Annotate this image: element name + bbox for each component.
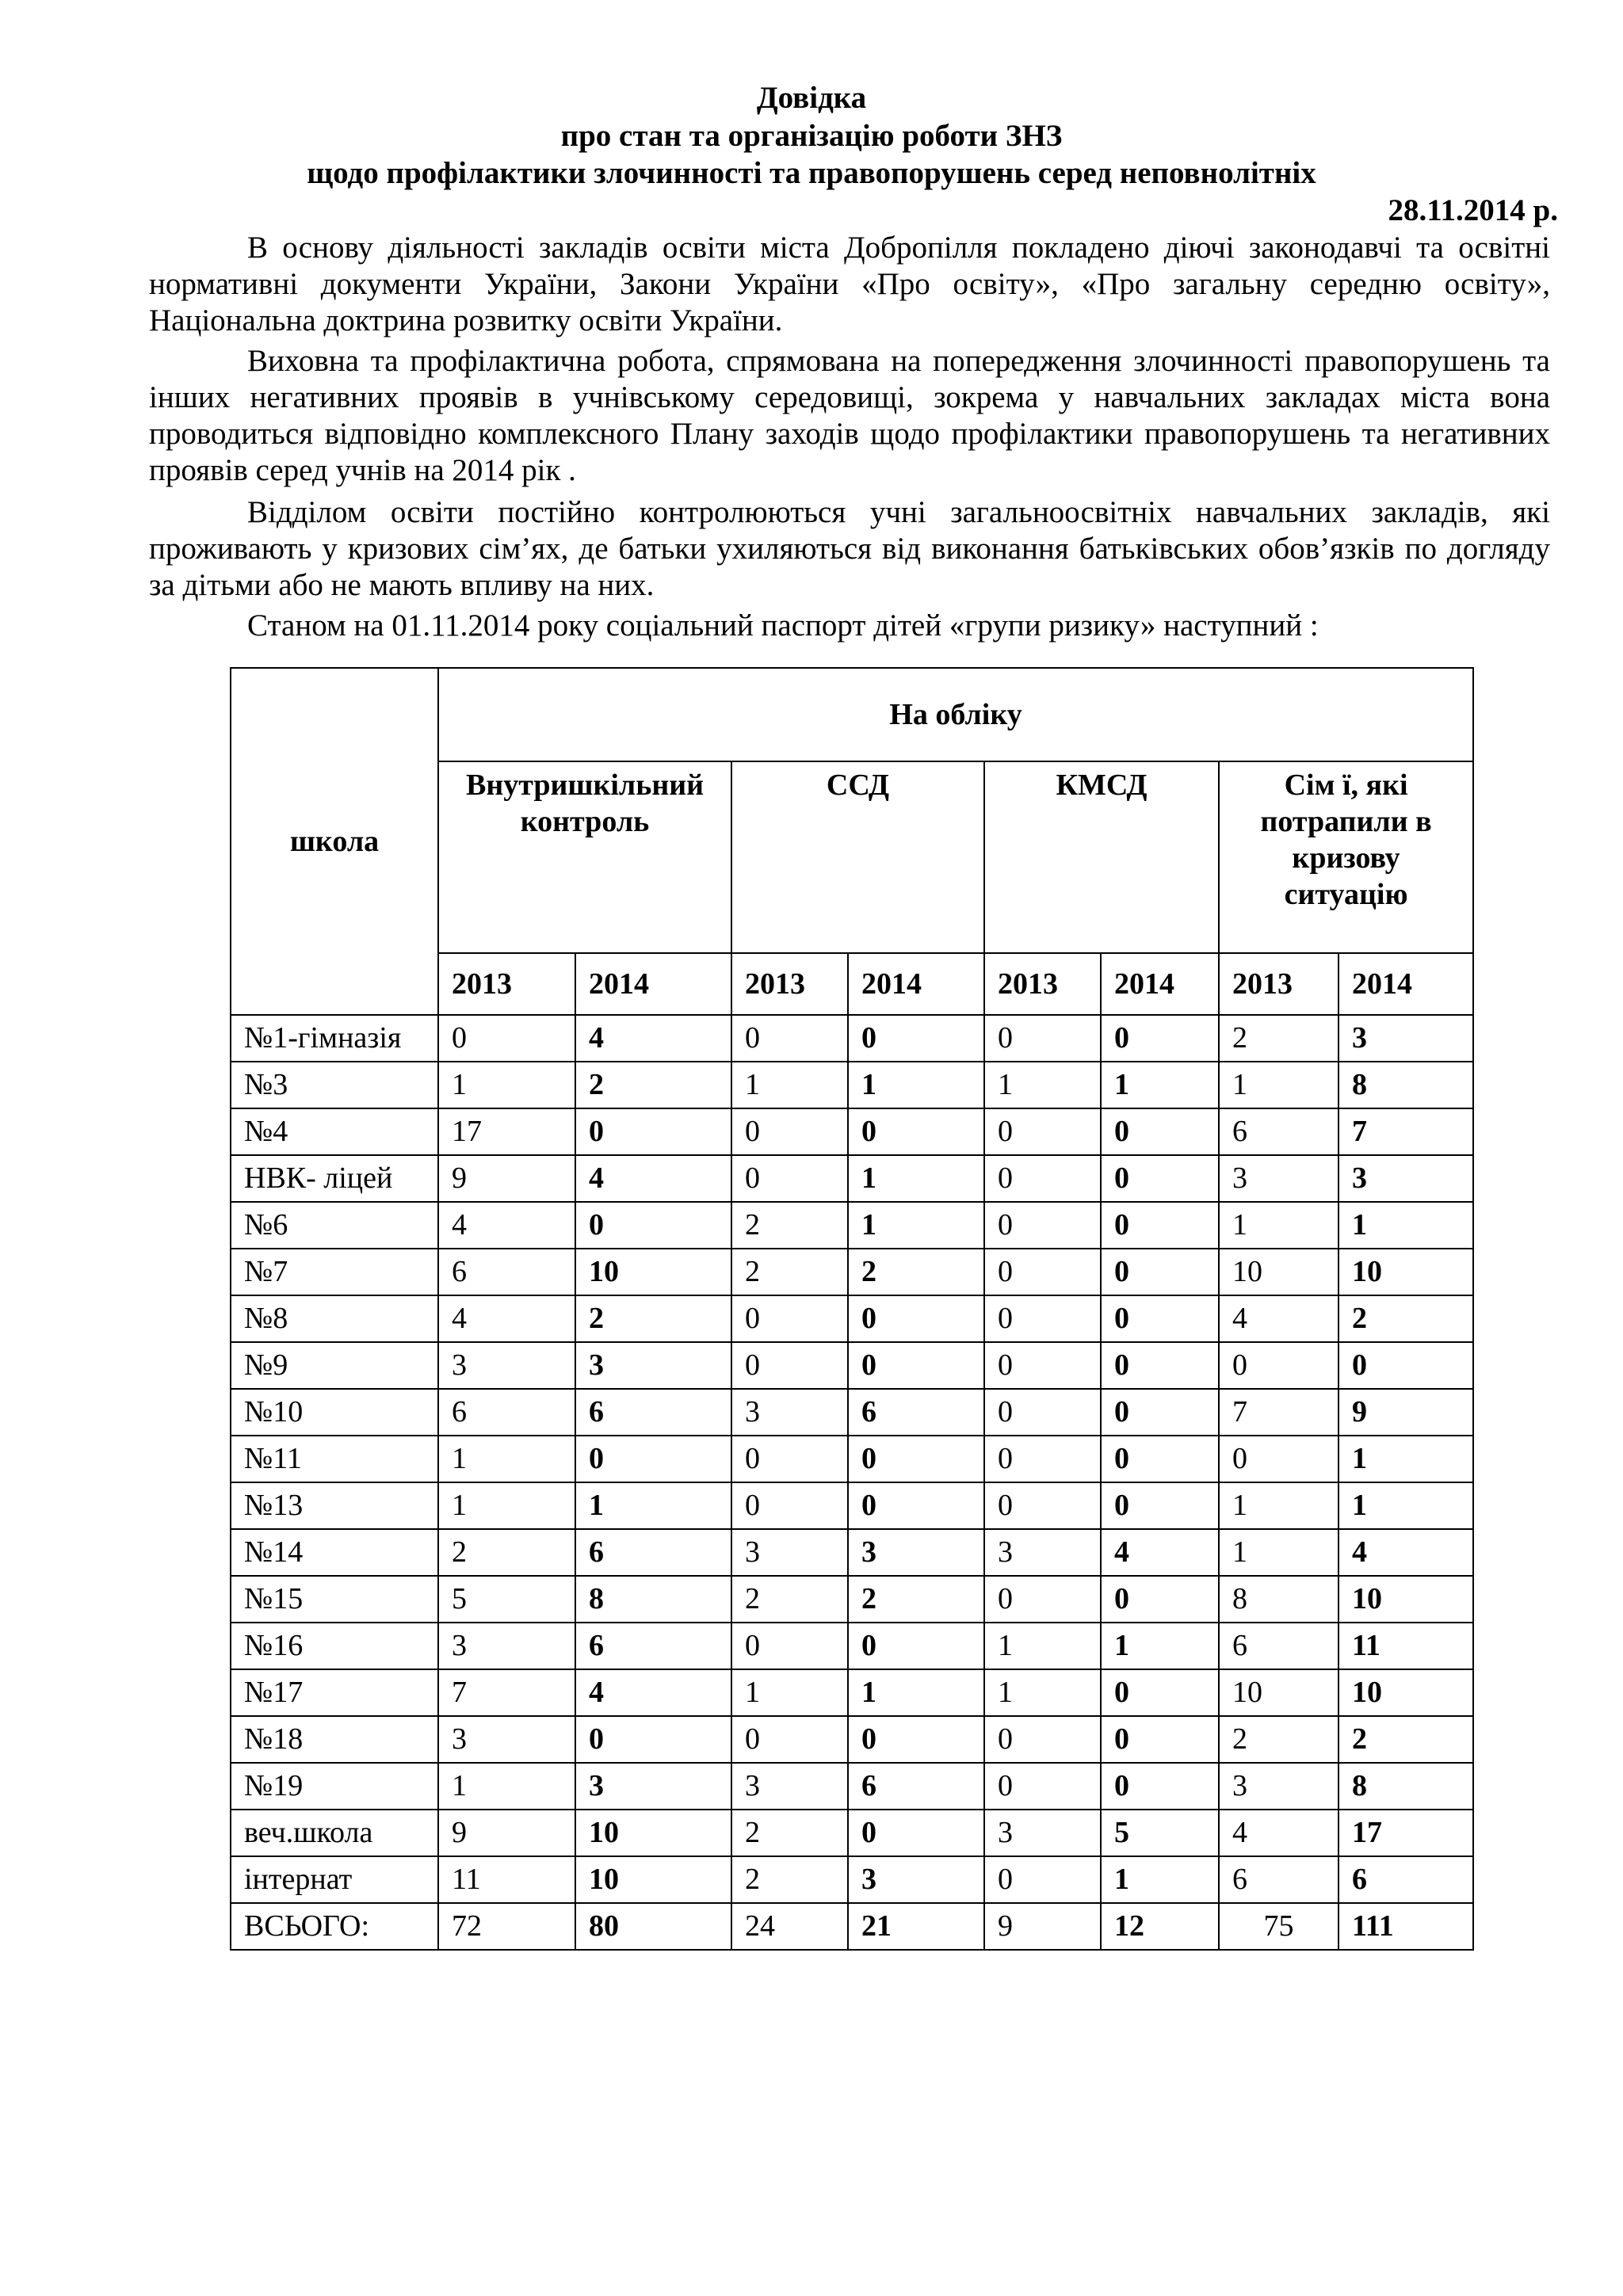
table-cell: 1 bbox=[1219, 1482, 1338, 1529]
school-name: №4 bbox=[231, 1108, 438, 1155]
table-row bbox=[231, 1903, 1473, 1950]
table-cell: 0 bbox=[731, 1482, 848, 1529]
table-cell: 0 bbox=[1101, 1389, 1219, 1436]
table-cell: 0 bbox=[984, 1202, 1101, 1249]
table-cell: 3 bbox=[731, 1529, 848, 1576]
table-cell: 1 bbox=[731, 1062, 848, 1108]
school-name: №14 bbox=[231, 1529, 438, 1576]
table-cell: 1 bbox=[438, 1062, 575, 1108]
table-cell: 72 bbox=[438, 1903, 575, 1950]
table-cell: 10 bbox=[1219, 1249, 1338, 1295]
header-year: 2014 bbox=[1101, 953, 1219, 1015]
table-cell: 8 bbox=[1219, 1576, 1338, 1623]
table-body bbox=[231, 1015, 1473, 1950]
table-cell: 0 bbox=[731, 1342, 848, 1389]
table-cell: 2 bbox=[731, 1810, 848, 1856]
table-cell: 4 bbox=[438, 1202, 575, 1249]
table-cell: 3 bbox=[984, 1529, 1101, 1576]
school-name: інтернат bbox=[231, 1856, 438, 1903]
risk-group-table bbox=[230, 667, 1474, 1951]
table-cell: 0 bbox=[1338, 1342, 1473, 1389]
table-cell: 0 bbox=[1101, 1249, 1219, 1295]
table-row bbox=[231, 1856, 1473, 1903]
table-cell: 1 bbox=[1338, 1436, 1473, 1482]
table-cell: 0 bbox=[1101, 1763, 1219, 1810]
table-cell: 1 bbox=[848, 1062, 984, 1108]
table-cell: 9 bbox=[438, 1810, 575, 1856]
table-cell: 7 bbox=[1219, 1389, 1338, 1436]
table-cell: 5 bbox=[1101, 1810, 1219, 1856]
table-cell: 7 bbox=[438, 1669, 575, 1716]
table-cell: 0 bbox=[438, 1015, 575, 1062]
table-cell: 0 bbox=[984, 1015, 1101, 1062]
school-name: №11 bbox=[231, 1436, 438, 1482]
table-row bbox=[231, 1482, 1473, 1529]
school-name: ВСЬОГО: bbox=[231, 1903, 438, 1950]
table-cell: 24 bbox=[731, 1903, 848, 1950]
table-cell: 6 bbox=[1219, 1108, 1338, 1155]
table-cell: 1 bbox=[1338, 1202, 1473, 1249]
school-name: №6 bbox=[231, 1202, 438, 1249]
table-cell: 0 bbox=[984, 1482, 1101, 1529]
table-cell: 1 bbox=[848, 1202, 984, 1249]
table-row bbox=[231, 1389, 1473, 1436]
table-cell: 0 bbox=[848, 1342, 984, 1389]
table-cell: 0 bbox=[848, 1810, 984, 1856]
table-cell: 0 bbox=[984, 1716, 1101, 1763]
table-cell: 111 bbox=[1338, 1903, 1473, 1950]
table-cell: 1 bbox=[575, 1482, 731, 1529]
paragraph-prevention-work: Виховна та профілактична робота, спрямована на попередження злочинності правопорушень та інших негативних проявів в учнівському середовищі, зокрема у навчальних закладах міста вона проводиться відповідно комплексного Плану заходів щодо профілактики правопорушень та негативних проявів серед учнів на 2014 рік . bbox=[149, 344, 1550, 487]
table-cell: 1 bbox=[1101, 1623, 1219, 1669]
school-name: №13 bbox=[231, 1482, 438, 1529]
school-name: №15 bbox=[231, 1576, 438, 1623]
table-cell: 0 bbox=[1101, 1202, 1219, 1249]
table-cell: 0 bbox=[984, 1342, 1101, 1389]
table-cell: 0 bbox=[1101, 1576, 1219, 1623]
table-cell: 0 bbox=[1101, 1108, 1219, 1155]
table-cell: 1 bbox=[438, 1482, 575, 1529]
table-cell: 10 bbox=[1338, 1249, 1473, 1295]
table-cell: 1 bbox=[438, 1763, 575, 1810]
table-cell: 17 bbox=[438, 1108, 575, 1155]
table-cell: 9 bbox=[984, 1903, 1101, 1950]
table-cell: 0 bbox=[984, 1155, 1101, 1202]
table-cell: 1 bbox=[1219, 1529, 1338, 1576]
school-name: №17 bbox=[231, 1669, 438, 1716]
table-cell: 0 bbox=[1101, 1716, 1219, 1763]
table-cell: 4 bbox=[575, 1669, 731, 1716]
table-cell: 0 bbox=[984, 1763, 1101, 1810]
table-cell: 6 bbox=[575, 1389, 731, 1436]
table-cell: 2 bbox=[848, 1249, 984, 1295]
school-name: №19 bbox=[231, 1763, 438, 1810]
table-cell: 21 bbox=[848, 1903, 984, 1950]
school-name: №8 bbox=[231, 1295, 438, 1342]
table-cell: 0 bbox=[1101, 1669, 1219, 1716]
table-cell: 1 bbox=[438, 1436, 575, 1482]
table-row bbox=[231, 1810, 1473, 1856]
table-cell: 1 bbox=[984, 1669, 1101, 1716]
table-cell: 2 bbox=[731, 1856, 848, 1903]
table-cell: 0 bbox=[1101, 1295, 1219, 1342]
table-cell: 8 bbox=[1338, 1062, 1473, 1108]
school-name: №7 bbox=[231, 1249, 438, 1295]
table-row bbox=[231, 1716, 1473, 1763]
school-name: №16 bbox=[231, 1623, 438, 1669]
school-name: №3 bbox=[231, 1062, 438, 1108]
table-cell: 0 bbox=[1219, 1436, 1338, 1482]
header-year: 2013 bbox=[984, 953, 1101, 1015]
table-cell: 1 bbox=[984, 1623, 1101, 1669]
school-name: №1-гімназія bbox=[231, 1015, 438, 1062]
table-cell: 1 bbox=[1219, 1202, 1338, 1249]
table-cell: 0 bbox=[575, 1716, 731, 1763]
table-cell: 2 bbox=[731, 1576, 848, 1623]
table-cell: 0 bbox=[984, 1108, 1101, 1155]
document-date: 28.11.2014 р. bbox=[1388, 193, 1558, 227]
table-cell: 10 bbox=[1338, 1669, 1473, 1716]
table-cell: 10 bbox=[575, 1856, 731, 1903]
table-cell: 1 bbox=[984, 1062, 1101, 1108]
table-cell: 6 bbox=[438, 1249, 575, 1295]
table-cell: 3 bbox=[1338, 1155, 1473, 1202]
school-name: №9 bbox=[231, 1342, 438, 1389]
header-year: 2013 bbox=[731, 953, 848, 1015]
table-cell: 4 bbox=[1219, 1295, 1338, 1342]
table-row bbox=[231, 1342, 1473, 1389]
table-cell: 0 bbox=[1101, 1342, 1219, 1389]
document-title: Довідка bbox=[756, 81, 867, 115]
school-name: НВК- ліцей bbox=[231, 1155, 438, 1202]
table-cell: 2 bbox=[1219, 1716, 1338, 1763]
table-row bbox=[231, 1763, 1473, 1810]
header-year: 2014 bbox=[848, 953, 984, 1015]
table-cell: 3 bbox=[575, 1342, 731, 1389]
table-cell: 0 bbox=[848, 1482, 984, 1529]
table-cell: 0 bbox=[575, 1202, 731, 1249]
table-cell: 4 bbox=[1338, 1529, 1473, 1576]
table-cell: 4 bbox=[1101, 1529, 1219, 1576]
table-row bbox=[231, 1436, 1473, 1482]
table-cell: 6 bbox=[1219, 1856, 1338, 1903]
table-cell: 1 bbox=[1219, 1062, 1338, 1108]
table-cell: 0 bbox=[731, 1015, 848, 1062]
table-cell: 0 bbox=[731, 1716, 848, 1763]
table-cell: 0 bbox=[984, 1295, 1101, 1342]
table-cell: 3 bbox=[438, 1716, 575, 1763]
table-cell: 6 bbox=[848, 1389, 984, 1436]
paragraph-table-intro: Станом на 01.11.2014 року соціальний паспорт дітей «групи ризику» наступний : bbox=[247, 608, 1319, 643]
table-cell: 9 bbox=[438, 1155, 575, 1202]
header-kmsd: КМСД bbox=[984, 761, 1219, 953]
table-cell: 3 bbox=[848, 1529, 984, 1576]
table-cell: 80 bbox=[575, 1903, 731, 1950]
table-cell: 0 bbox=[1101, 1155, 1219, 1202]
header-year: 2014 bbox=[575, 953, 731, 1015]
table-row bbox=[231, 1295, 1473, 1342]
table-cell: 0 bbox=[984, 1436, 1101, 1482]
header-internal-control: Внутришкільний контроль bbox=[438, 761, 731, 953]
table-row bbox=[231, 1623, 1473, 1669]
table-cell: 0 bbox=[1101, 1015, 1219, 1062]
table-cell: 2 bbox=[848, 1576, 984, 1623]
table-cell: 17 bbox=[1338, 1810, 1473, 1856]
table-cell: 4 bbox=[575, 1155, 731, 1202]
table-cell: 0 bbox=[848, 1015, 984, 1062]
table-cell: 6 bbox=[575, 1529, 731, 1576]
table-cell: 3 bbox=[731, 1389, 848, 1436]
school-name: веч.школа bbox=[231, 1810, 438, 1856]
table-cell: 0 bbox=[731, 1108, 848, 1155]
table-cell: 3 bbox=[1338, 1015, 1473, 1062]
school-name: №10 bbox=[231, 1389, 438, 1436]
table-cell: 0 bbox=[731, 1295, 848, 1342]
header-year: 2013 bbox=[438, 953, 575, 1015]
table-row bbox=[231, 1155, 1473, 1202]
table-cell: 10 bbox=[1338, 1576, 1473, 1623]
table-cell: 8 bbox=[1338, 1763, 1473, 1810]
table-cell: 10 bbox=[575, 1249, 731, 1295]
header-ssd: ССД bbox=[731, 761, 984, 953]
table-cell: 10 bbox=[1219, 1669, 1338, 1716]
table-cell: 2 bbox=[575, 1295, 731, 1342]
document-subtitle-line-2: щодо профілактики злочинності та правопорушень серед неповнолітніх bbox=[307, 156, 1316, 190]
table-cell: 0 bbox=[731, 1155, 848, 1202]
table-cell: 0 bbox=[984, 1389, 1101, 1436]
table-row bbox=[231, 1529, 1473, 1576]
table-cell: 11 bbox=[1338, 1623, 1473, 1669]
table-cell: 0 bbox=[848, 1108, 984, 1155]
paragraph-legal-basis: В основу діяльності закладів освіти міста Добропілля покладено діючі законодавчі та освітні нормативні документи України, Закони України «Про освіту», «Про загальну середню освіту», Національна доктрина розвитку освіти України. bbox=[149, 231, 1550, 338]
table-cell: 1 bbox=[848, 1155, 984, 1202]
table-cell: 11 bbox=[438, 1856, 575, 1903]
table-cell: 0 bbox=[848, 1716, 984, 1763]
table-cell: 4 bbox=[1219, 1810, 1338, 1856]
table-cell: 8 bbox=[575, 1576, 731, 1623]
table-cell: 0 bbox=[731, 1436, 848, 1482]
paragraph-monitoring: Відділом освіти постійно контролюються учні загальноосвітніх навчальних закладів, які проживають у кризових сім’ях, де батьки ухиляються від виконання батьківських обов’язків по догляду за дітьми або не мають впливу на них. bbox=[149, 495, 1550, 602]
table-cell: 4 bbox=[438, 1295, 575, 1342]
table-cell: 0 bbox=[1101, 1482, 1219, 1529]
table-cell: 2 bbox=[1338, 1295, 1473, 1342]
table-cell: 5 bbox=[438, 1576, 575, 1623]
table-cell: 0 bbox=[848, 1436, 984, 1482]
table-cell: 0 bbox=[848, 1623, 984, 1669]
table-cell: 3 bbox=[984, 1810, 1101, 1856]
table-cell: 1 bbox=[1101, 1062, 1219, 1108]
header-registered: На обліку bbox=[438, 668, 1473, 761]
table-cell: 75 bbox=[1219, 1903, 1338, 1950]
table-cell: 3 bbox=[848, 1856, 984, 1903]
table-cell: 0 bbox=[575, 1436, 731, 1482]
table-cell: 6 bbox=[575, 1623, 731, 1669]
table-cell: 9 bbox=[1338, 1389, 1473, 1436]
table-cell: 1 bbox=[1101, 1856, 1219, 1903]
table-cell: 2 bbox=[575, 1062, 731, 1108]
table-cell: 0 bbox=[1219, 1342, 1338, 1389]
table-cell: 3 bbox=[731, 1763, 848, 1810]
header-year: 2014 bbox=[1338, 953, 1473, 1015]
table-cell: 6 bbox=[1219, 1623, 1338, 1669]
table-cell: 4 bbox=[575, 1015, 731, 1062]
table-cell: 6 bbox=[1338, 1856, 1473, 1903]
table-cell: 0 bbox=[984, 1249, 1101, 1295]
header-year: 2013 bbox=[1219, 953, 1338, 1015]
table-cell: 2 bbox=[438, 1529, 575, 1576]
table-row bbox=[231, 1062, 1473, 1108]
table-cell: 3 bbox=[575, 1763, 731, 1810]
table-cell: 2 bbox=[731, 1202, 848, 1249]
table-cell: 0 bbox=[731, 1623, 848, 1669]
document-subtitle-line-1: про стан та організацію роботи ЗНЗ bbox=[560, 119, 1063, 153]
table-row bbox=[231, 1249, 1473, 1295]
header-crisis-families: Сім ї, які потрапили в кризову ситуацію bbox=[1219, 761, 1473, 953]
table-row bbox=[231, 1669, 1473, 1716]
table-cell: 6 bbox=[848, 1763, 984, 1810]
table-cell: 6 bbox=[438, 1389, 575, 1436]
table-cell: 1 bbox=[1338, 1482, 1473, 1529]
table-cell: 1 bbox=[848, 1669, 984, 1716]
header-school: школа bbox=[231, 668, 438, 1015]
table-row bbox=[231, 1015, 1473, 1062]
table-cell: 2 bbox=[1338, 1716, 1473, 1763]
table-cell: 0 bbox=[984, 1856, 1101, 1903]
table-cell: 7 bbox=[1338, 1108, 1473, 1155]
table-cell: 2 bbox=[731, 1249, 848, 1295]
table-cell: 10 bbox=[575, 1810, 731, 1856]
table-cell: 0 bbox=[575, 1108, 731, 1155]
table-cell: 0 bbox=[1101, 1436, 1219, 1482]
table-row bbox=[231, 1576, 1473, 1623]
table-cell: 12 bbox=[1101, 1903, 1219, 1950]
table-cell: 3 bbox=[438, 1623, 575, 1669]
table-cell: 0 bbox=[848, 1295, 984, 1342]
table-cell: 3 bbox=[438, 1342, 575, 1389]
school-name: №18 bbox=[231, 1716, 438, 1763]
table-cell: 0 bbox=[984, 1576, 1101, 1623]
table-cell: 1 bbox=[731, 1669, 848, 1716]
table-row bbox=[231, 1108, 1473, 1155]
table-cell: 2 bbox=[1219, 1015, 1338, 1062]
table-row bbox=[231, 1202, 1473, 1249]
table-cell: 3 bbox=[1219, 1763, 1338, 1810]
table-cell: 3 bbox=[1219, 1155, 1338, 1202]
